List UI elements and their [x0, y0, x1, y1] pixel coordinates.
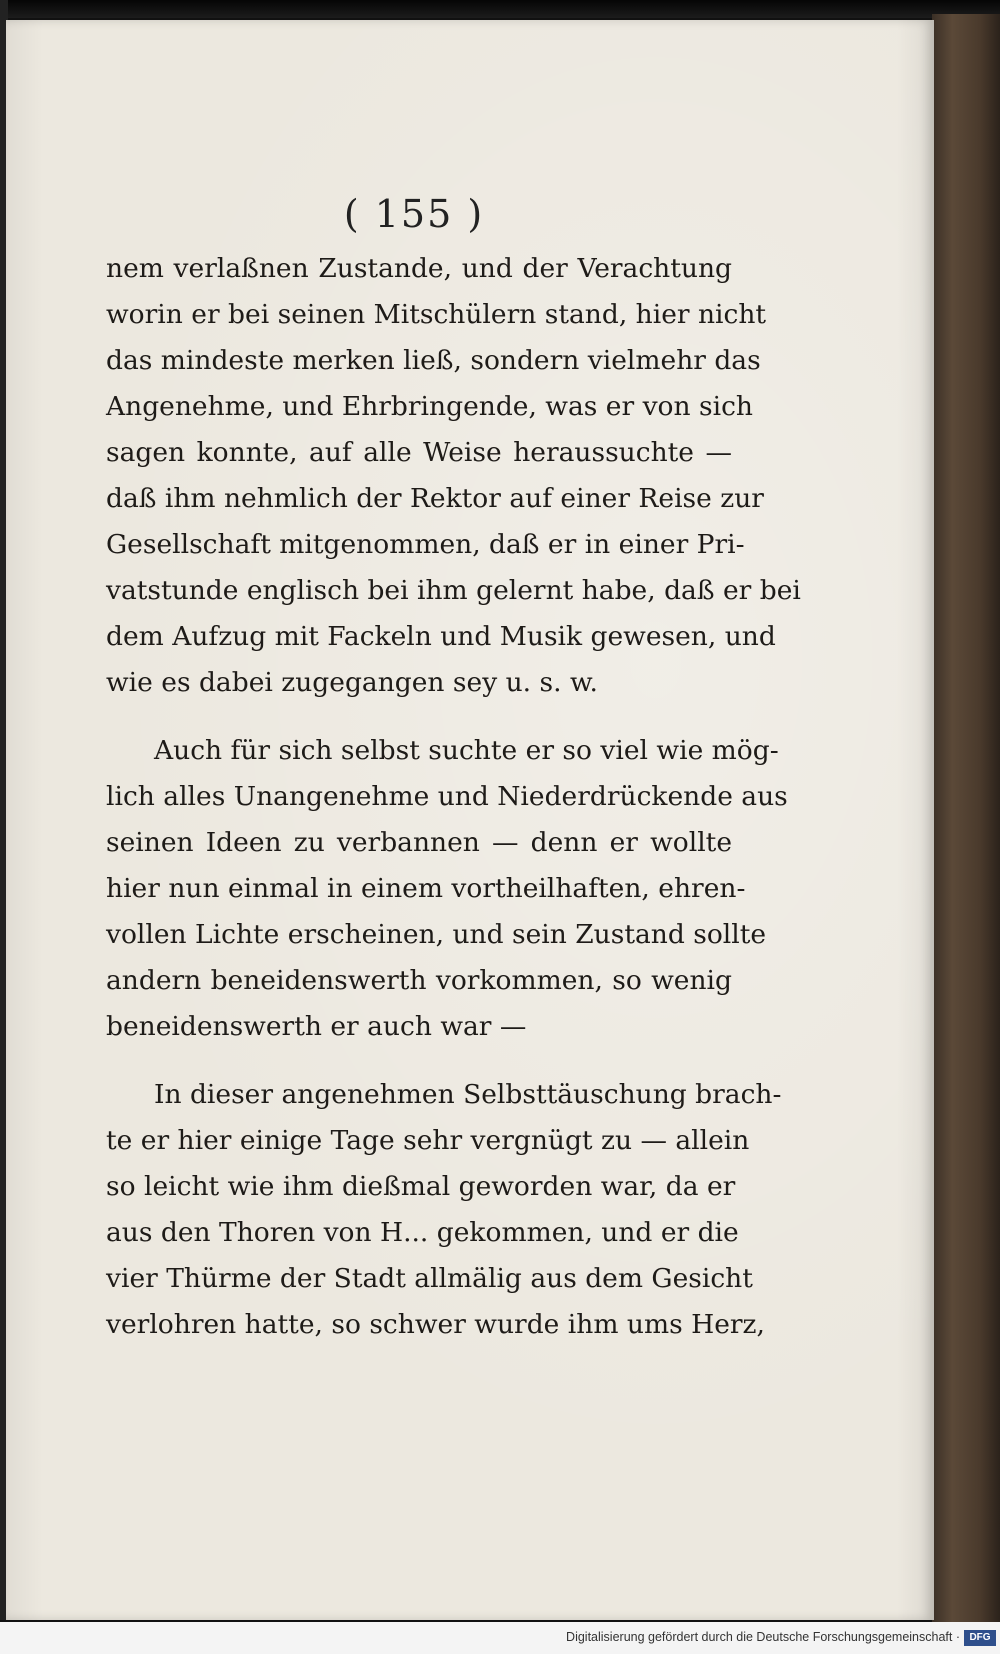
scan-top-edge	[0, 0, 1000, 18]
paragraph-gap	[106, 1050, 732, 1072]
paper-page	[6, 20, 934, 1620]
funding-credit: Digitalisierung gefördert durch die Deutsche Forschungsgemeinschaft ·	[566, 1630, 960, 1644]
book-cover-edge	[932, 14, 1000, 1622]
text-line: sagen konnte, auf alle Weise heraussuchte —	[106, 437, 732, 468]
text-line: seinen Ideen zu verbannen — denn er wollte	[106, 827, 732, 858]
paragraph-1	[106, 246, 801, 706]
text-line: wie es dabei zugegangen sey u. s. w.	[106, 667, 598, 698]
paragraph-gap	[106, 706, 732, 728]
dfg-logo-icon: DFG	[964, 1630, 996, 1646]
text-line: lich alles Unangenehme und Niederdrückende aus	[106, 781, 788, 812]
text-line: Angenehme, und Ehrbringende, was er von sich	[106, 391, 753, 422]
text-line: nem verlaßnen Zustande, und der Verachtung	[106, 253, 732, 284]
text-line: In dieser angenehmen Selbsttäuschung brach-	[154, 1079, 782, 1110]
text-line: Gesellschaft mitgenommen, daß er in einer Pri-	[106, 529, 745, 560]
text-line: verlohren hatte, so schwer wurde ihm ums Herz,	[106, 1309, 765, 1340]
text-line: hier nun einmal in einem vortheilhaften, ehren-	[106, 873, 746, 904]
page-number: ( 155 )	[343, 192, 485, 236]
text-line: aus den Thoren von H... gekommen, und er die	[106, 1217, 739, 1248]
text-line: das mindeste merken ließ, sondern vielmehr das	[106, 345, 761, 376]
text-line: worin er bei seinen Mitschülern stand, hier nicht	[106, 299, 767, 330]
text-line: dem Aufzug mit Fackeln und Musik gewesen, und	[106, 621, 776, 652]
digitization-footer	[0, 1622, 1000, 1654]
text-line: daß ihm nehmlich der Rektor auf einer Reise zur	[106, 483, 764, 514]
paragraph-3	[106, 1072, 782, 1348]
text-line: andern beneidenswerth vorkommen, so wenig	[106, 965, 732, 996]
text-line: beneidenswerth er auch war —	[106, 1011, 527, 1042]
text-line: so leicht wie ihm dießmal geworden war, da er	[106, 1171, 736, 1202]
paragraph-2	[106, 728, 788, 1050]
body-text	[106, 246, 801, 1348]
text-line: vollen Lichte erscheinen, und sein Zustand sollte	[106, 919, 767, 950]
text-line: vier Thürme der Stadt allmälig aus dem Gesicht	[106, 1263, 753, 1294]
text-line: vatstunde englisch bei ihm gelernt habe, daß er bei	[106, 575, 801, 606]
text-line: Auch für sich selbst suchte er so viel wie mög-	[154, 735, 779, 766]
text-line: te er hier einige Tage sehr vergnügt zu — allein	[106, 1125, 750, 1156]
